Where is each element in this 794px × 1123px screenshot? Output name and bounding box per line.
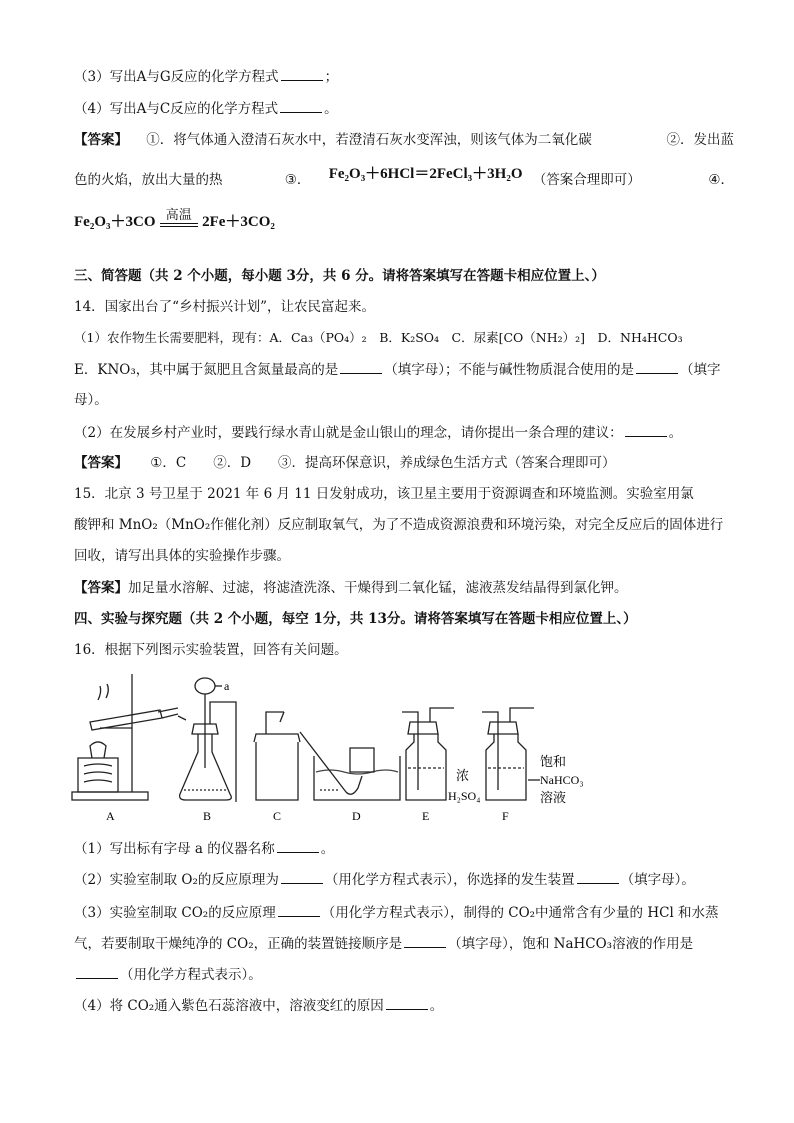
q16-part4: （4）将 CO₂通入紫色石蕊溶液中，溶液变红的原因 。 — [74, 995, 734, 1016]
apparatus-figure — [70, 672, 630, 832]
q15-line3: 回收，请写出具体的实验操作步骤。 — [74, 548, 290, 564]
q16-part3-line3: （用化学方程式表示）。 — [74, 964, 734, 985]
answer-blank — [340, 359, 382, 374]
apparatus-f — [482, 708, 540, 800]
section-4-heading: 四、实验与探究题（共 2 个小题，每空 1分，共 13分。请将答案填写在答题卡相应位置上、） — [74, 611, 637, 627]
answer-tag: 【答案】 — [74, 455, 128, 471]
label-D: D — [352, 809, 361, 823]
q14-part2: （2）在发展乡村产业时，要践行绿水青山就是金山银山的理念，请你提出一条合理的建议： 。 — [74, 422, 734, 443]
label-C: C — [273, 809, 282, 823]
apparatus-c — [254, 712, 300, 800]
answer-blank — [636, 359, 678, 374]
q16-part2: （2）实验室制取 O₂的反应原理为 （用化学方程式表示），你选择的发生装置 （填字母）。 — [74, 869, 734, 890]
q16-part3: （3）实验室制取 CO₂的反应原理 （用化学方程式表示），制得的 CO₂中通常含有少量的 HCl 和水蒸 — [74, 902, 734, 923]
apparatus-d — [300, 732, 400, 800]
answer-blank — [277, 838, 319, 853]
answer-tag: 【答案】 — [74, 132, 128, 148]
apparatus-b — [180, 678, 236, 802]
q13-answer-line3 — [74, 208, 734, 242]
section-3-heading: 三、简答题（共 2 个小题，每小题 3分，共 6 分。请将答案填写在答题卡相应位置上、） — [74, 268, 605, 284]
answer-blank — [625, 422, 667, 437]
answer-blank — [278, 902, 320, 917]
q13-part3: （3）写出A与G反应的化学方程式 ； — [74, 66, 734, 87]
q13-part4: （4）写出A与C反应的化学方程式 。 — [74, 98, 734, 119]
q13-answer-line1: 【答案】 ①．将气体通入澄清石灰水中，若澄清石灰水变浑浊，则该气体为二氧化碳 ②．发出蓝 — [74, 132, 734, 148]
equation: Fe₂O₃＋3CO — [74, 214, 156, 230]
apparatus-drawing — [70, 672, 630, 832]
equation: 2Fe＋3CO₂ — [202, 214, 275, 230]
label-f-text1: 饱和 — [540, 754, 567, 769]
q16-stem: 16．根据下列图示实验装置，回答有关问题。 — [74, 642, 348, 658]
label-F: F — [502, 809, 509, 823]
answer-blank — [280, 98, 322, 113]
q15-answer: 【答案】加足量水溶解、过滤，将滤渣洗涤、干燥得到二氧化锰，滤液蒸发结晶得到氯化钾。 — [74, 580, 628, 596]
label-B: B — [203, 809, 212, 823]
q13-answer-line2: 色的火焰，放出大量的热 ③． Fe₂O₃＋6HCl＝2FeCl₃＋3H₂O （答案合理即可） ④． — [74, 166, 734, 188]
label-f-text2: NaHCO₃ — [540, 773, 584, 787]
q15-line2: 酸钾和 MnO₂（MnO₂作催化剂）反应制取氧气，为了不造成资源浪费和环境污染，对完全反应后的固体进行 — [74, 517, 724, 533]
answer-blank — [76, 964, 118, 979]
label-E: E — [422, 809, 430, 823]
label-a-mark: a — [224, 679, 230, 693]
apparatus-a — [72, 674, 186, 800]
q14-answer: 【答案】 ①．C ②．D ③．提高环保意识，养成绿色生活方式（答案合理即可） — [74, 455, 616, 471]
q14-part1: （1）农作物生长需要肥料，现有：A．Ca₃（PO₄）₂ B．K₂SO₄ C．尿素[CO（NH₂）₂] D．NH₄HCO₃ — [74, 330, 683, 345]
label-e-text1: 浓 — [456, 768, 470, 783]
q15-line1: 15．北京 3 号卫星于 2021 年 6 月 11 日发射成功，该卫星主要用于资源调查和环境监测。实验室用氯 — [74, 486, 694, 502]
answer-blank — [281, 66, 323, 81]
q14-part1-line2: E．KNO₃，其中属于氮肥且含氮量最高的是 （填字母）；不能与碱性物质混合使用的是 （填字 — [74, 359, 734, 380]
q16-part1: （1）写出标有字母 a 的仪器名称 。 — [74, 838, 734, 859]
label-f-text3: 溶液 — [540, 790, 567, 805]
equation: Fe₂O₃＋6HCl＝2FeCl₃＋3H₂O — [328, 166, 523, 182]
answer-tag: 【答案】 — [74, 580, 128, 596]
label-e-text2: H₂SO₄ — [448, 789, 481, 803]
q14-part1-line3: 母）。 — [74, 392, 108, 408]
answer-blank — [281, 869, 323, 884]
q14-stem: 14．国家出台了“乡村振兴计划”，让农民富起来。 — [74, 299, 375, 315]
reaction-condition: 高温 — [160, 223, 198, 232]
label-A: A — [106, 809, 115, 823]
apparatus-e — [402, 708, 454, 800]
answer-blank — [577, 869, 619, 884]
q16-part3-line2: 气，若要制取干燥纯净的 CO₂，正确的装置链接顺序是 （填字母），饱和 NaHCO₃溶液的作用是 — [74, 933, 734, 954]
answer-blank — [404, 933, 446, 948]
answer-blank — [386, 995, 428, 1010]
